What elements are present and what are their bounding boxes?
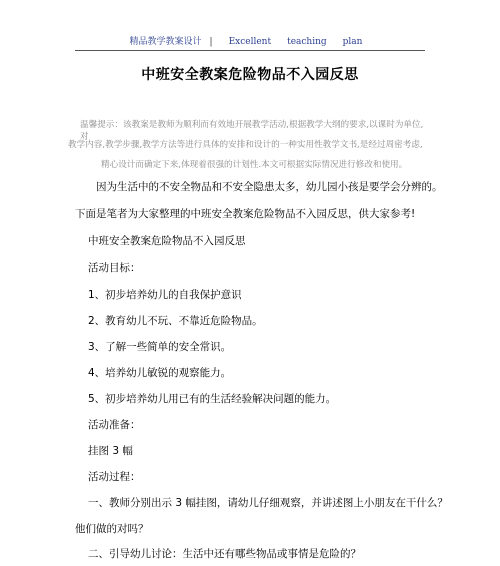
header-en-word: Excellent: [228, 37, 272, 47]
goal-item: 4、培养幼儿敏锐的观察能力。: [88, 367, 232, 379]
intro-paragraph: 因为生活中的不安全物品和不安全隐患太多，幼儿园小孩是要学会分辨的。: [96, 181, 443, 193]
process-step-continuation: 他们做的对吗？: [75, 523, 149, 535]
goals-label: 活动目标：: [88, 262, 141, 274]
tip-line: 精心设计而确定下来,体现着很强的计划性.本文可根据实际情况进行修改和使用。: [101, 160, 408, 170]
header-cn: 精品教学教案设计: [129, 37, 202, 47]
prep-item: 挂图 3 幅: [88, 445, 133, 457]
header-en-word: plan: [342, 37, 363, 47]
page-header: [75, 36, 425, 51]
section-subtitle: 中班安全教案危险物品不入园反思: [88, 235, 246, 247]
tip-line: 温馨提示：该教案是教师为顺利而有效地开展教学活动,根据教学大纲的要求,以课时为单位,对: [80, 120, 424, 142]
goal-item: 1、初步培养幼儿的自我保护意识: [88, 289, 242, 301]
process-step: 一、教师分别出示 3 幅挂图，请幼儿仔细观察，并讲述图上小朋友在干什么？: [88, 497, 448, 509]
prep-label: 活动准备：: [88, 419, 141, 431]
header-en-word: teaching: [287, 37, 327, 47]
process-label: 活动过程：: [88, 471, 141, 483]
goal-item: 3、了解一些简单的安全常识。: [88, 341, 232, 353]
header-en: [221, 37, 371, 47]
goal-item: 2、教育幼儿不玩、不靠近危险物品。: [88, 315, 263, 327]
header-separator: |: [209, 37, 213, 47]
document-title: 中班安全教案危险物品不入园反思: [141, 67, 359, 83]
intro-paragraph: 下面是笔者为大家整理的中班安全教案危险物品不入园反思，供大家参考!: [75, 208, 416, 220]
process-step: 二、引导幼儿讨论：生活中还有哪些物品或事情是危险的？: [88, 548, 361, 560]
tip-line: 教学内容,教学步骤,教学方法等进行具体的安排和设计的一种实用性教学文书,是经过周密考虑,: [68, 140, 423, 150]
goal-item: 5、初步培养幼儿用已有的生活经验解决问题的能力。: [88, 393, 337, 405]
